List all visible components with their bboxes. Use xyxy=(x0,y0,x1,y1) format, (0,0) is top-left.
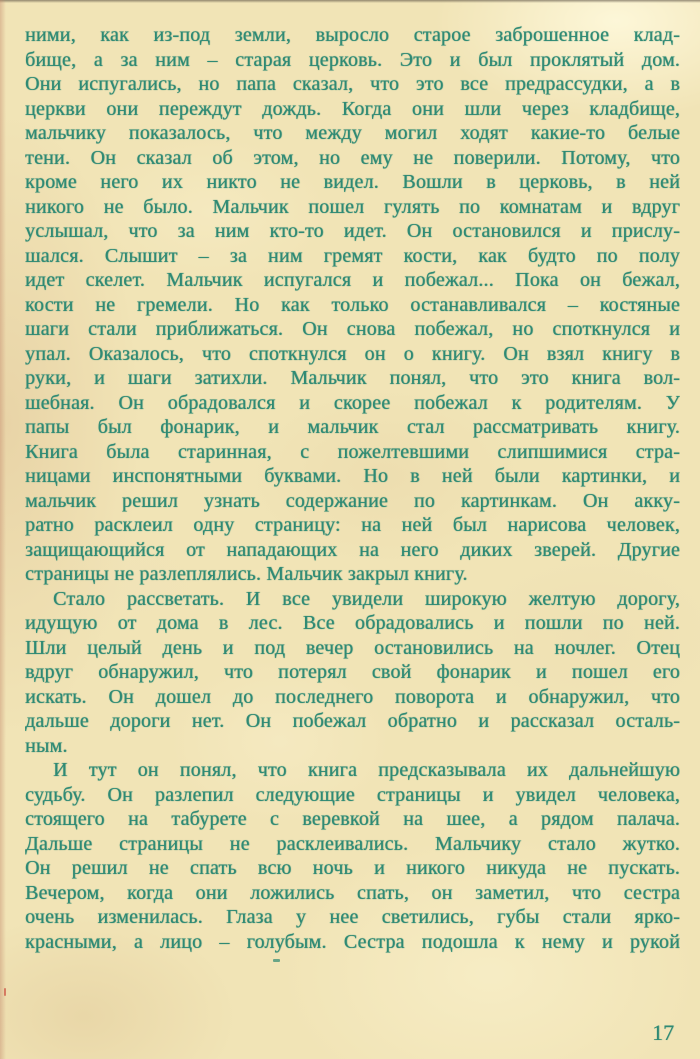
text-line: И тут он понял, что книга предсказывала их дальнейшую xyxy=(53,759,680,781)
text-block xyxy=(25,23,680,954)
text-line: кроме него их никто не видел. Вошли в церковь, в ней xyxy=(25,171,680,193)
text-line: мальчик решил узнать содержание по картинкам. Он акку- xyxy=(25,489,680,512)
text-line: ным. xyxy=(25,734,68,757)
page-number: 17 xyxy=(652,1020,674,1045)
text-line: Вечером, когда они ложились спать, он заметил, что сестра xyxy=(25,881,680,904)
text-line: идет скелет. Мальчик испугался и побежал... Пока он бежал, xyxy=(25,269,680,291)
text-line: кости не гремели. Но как только останавливался – костяные xyxy=(25,293,680,316)
text-line: шаги стали приближаться. Он снова побежал, но споткнулся и xyxy=(25,318,680,340)
ink-speck xyxy=(4,988,6,996)
text-line: Книга была старинная, с пожелтевшими слипшимися стра- xyxy=(25,440,680,463)
text-line: защищающийся от нападающих на него диких зверей. Другие xyxy=(25,538,680,561)
text-line: Шли целый день и под вечер остановились на ночлег. Отец xyxy=(25,636,680,659)
ink-speck xyxy=(273,959,280,962)
text-line: Он решил не спать всю ночь и никого никуда не пускать. xyxy=(25,857,680,879)
text-line: судьбу. Он разлепил следующие страницы и увидел человека, xyxy=(25,783,680,806)
text-line: церкви они переждут дождь. Когда они шли через кладбище, xyxy=(25,97,680,120)
text-line: шебная. Он обрадовался и скорее побежал к родителям. У xyxy=(25,391,680,414)
text-line: ратно расклеил одну страницу: на ней был нарисова человек, xyxy=(25,514,680,536)
text-line: искать. Он дошел до последнего поворота и обнаружил, что xyxy=(25,685,680,708)
text-line: никого не было. Мальчик пошел гулять по комнатам и вдруг xyxy=(25,195,680,218)
text-line: идущую от дома в лес. Все обрадовались и пошли по ней. xyxy=(25,612,680,634)
text-line: услышал, что за ним кто-то идет. Он остановился и прислу- xyxy=(25,220,680,242)
text-line: ницами инспонятными буквами. Но в ней были картинки, и xyxy=(25,465,680,487)
text-line: Они испугались, но папа сказал, что это все предрассудки, а в xyxy=(25,73,680,95)
text-line: вдруг обнаружил, что потерял свой фонарик и пошел его xyxy=(25,661,680,683)
text-line: ними, как из-под земли, выросло старое заброшенное клад- xyxy=(25,24,680,46)
text-line: стоящего на табурете с веревкой на шее, а рядом палача. xyxy=(25,808,680,830)
text-line: красными, а лицо – голубым. Сестра подошла к нему и рукой xyxy=(25,930,680,953)
text-line: мальчику показалось, что между могил ходят какие-то белые xyxy=(25,122,680,144)
scan-edge-left xyxy=(0,0,6,1059)
text-line: очень изменилась. Глаза у нее светились, губы стали ярко- xyxy=(25,906,680,928)
text-line: тени. Он сказал об этом, но ему не поверили. Потому, что xyxy=(25,146,680,169)
text-line: упал. Оказалось, что споткнулся он о книгу. Он взял книгу в xyxy=(25,342,680,365)
text-line: Стало рассветать. И все увидели широкую желтую дорогу, xyxy=(53,587,680,610)
text-line: шался. Слышит – за ним гремят кости, как будто по полу xyxy=(25,244,680,267)
text-line: бище, а за ним – старая церковь. Это и был проклятый дом. xyxy=(25,48,680,71)
text-line: руки, и шаги затихли. Мальчик понял, что это книга вол- xyxy=(25,367,680,389)
text-line: Дальше страницы не расклеивались. Мальчику стало жутко. xyxy=(25,832,680,855)
scan-edge-top xyxy=(0,0,700,3)
text-line: папы был фонарик, и мальчик стал рассматривать книгу. xyxy=(25,416,680,438)
text-line: страницы не разлеплялись. Мальчик закрыл книгу. xyxy=(25,563,468,585)
text-line: дальше дороги нет. Он побежал обратно и рассказал осталь- xyxy=(25,710,680,732)
